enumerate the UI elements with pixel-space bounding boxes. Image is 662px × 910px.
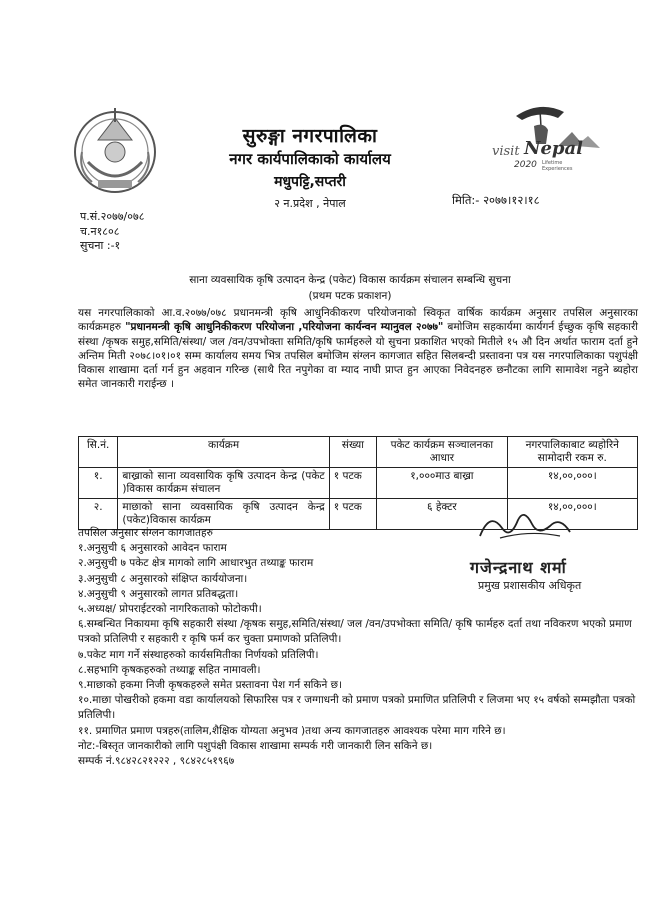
list-item: ९.माछाको हकमा निजी कृषकहरुले समेत प्रस्तावना पेश गर्न सकिने छ। xyxy=(78,679,342,692)
office-name: नगर कार्यपालिकाको कार्यालय xyxy=(229,150,391,168)
documents-heading: तपसिल अनुसार संग्लन कागजातहरु xyxy=(78,527,213,539)
ps-number: प.सं.२०७७/०७८ xyxy=(80,210,145,223)
signature-icon xyxy=(460,506,590,546)
cell-basis: ६ हेक्टर xyxy=(377,499,507,530)
col-header-count: संख्या xyxy=(329,437,377,468)
signatory-role: प्रमुख प्रशासकीय अधिकृत xyxy=(478,579,582,592)
col-header-program: कार्यक्रम xyxy=(118,437,329,468)
cell-sn: २. xyxy=(79,499,118,530)
cell-program: माछाको साना व्यवसायिक कृषि उत्पादन केन्द्र (पकेट)विकास कार्यक्रम xyxy=(118,499,329,530)
reference-block xyxy=(80,210,144,254)
cell-amount: १४,००,०००। xyxy=(507,499,637,530)
notice-subject xyxy=(100,272,600,304)
cell-program: बाख्राको साना व्यवसायिक कृषि उत्पादन केन्द्र (पकेट )विकास कार्यक्रम संचालन xyxy=(118,468,329,499)
table-row xyxy=(79,468,638,499)
list-item: ५.अध्यक्ष/ प्रोपराईटरको नागरिकताको फोटोकपी। xyxy=(78,603,262,616)
logo-visit-text: visit xyxy=(492,144,520,159)
notice-body xyxy=(78,306,638,392)
list-item: २.अनुसुची ७ पकेट क्षेत्र मागको लागि आधारभुत तथ्याङ्क फाराम xyxy=(78,557,314,570)
province-line: २ न.प्रदेश , नेपाल xyxy=(274,197,346,210)
list-item: ६.सम्बन्धित निकायमा कृषि सहकारी संस्था /कृषक समुह,समिति/संस्था/ जल /वन/उपभोक्ता समिति/ कृषि फार्महरु दर्ता तथा नविकरण भएको प्रमाण पत्रको प्रतिलिपी र सहकारी र कृषि फर्म कर चुक्ता प्रमाणको प्रतिलिपी। xyxy=(78,618,632,646)
table-header-row xyxy=(79,437,638,468)
contact-line: सम्पर्क नं.९८४२८२१२२२ , ९८४२८५१९६७ xyxy=(78,755,235,768)
logo-tagline-text: Lifetime Experiences xyxy=(542,160,573,172)
col-header-sn: सि.नं. xyxy=(79,437,118,468)
signatory-name: गजेन्द्रनाथ शर्मा xyxy=(470,558,567,577)
notice-number: सुचना :-१ xyxy=(80,239,121,252)
list-item: ३.अनुसुची ८ अनुसारको संक्षिप्त कार्ययोजना। xyxy=(78,572,248,585)
cell-basis: १,०००माउ बाख्रा xyxy=(377,468,507,499)
chalani-number: च.न१८०८ xyxy=(80,224,120,238)
list-item: ४.अनुसुची ९ अनुसारको लागत प्रतिबद्धता। xyxy=(78,587,239,600)
nepal-emblem-icon xyxy=(68,100,163,200)
logo-year-text: 2020 xyxy=(514,160,537,170)
subject-line: साना व्यवसायिक कृषि उत्पादन केन्द्र (पकेट) विकास कार्यक्रम संचालन सम्बन्धि सुचना xyxy=(189,274,511,286)
logo-nepal-text: Nepal xyxy=(524,138,583,159)
list-item: १०.माछा पोखरीको हकमा वडा कार्यालयको सिफारिस पत्र र जग्गाधनी को प्रमाण पत्रको प्रमाणित प्रतिलिपी र लिजमा भए १५ वर्षको सम्मझौता पत्रको प्रतिलिपी। xyxy=(78,694,636,722)
note-line: नोट:-बिस्तृत जानकारीको लागि पशुपंक्षी विकास शाखामा सम्पर्क गरी जानकारी लिन सकिने छ। xyxy=(78,739,433,752)
issue-date: मिति:- २०७७।१२।१८ xyxy=(452,193,540,207)
list-item: ८.सहभागि कृषकहरुको तथ्याङ्क सहित नामावली। xyxy=(78,663,261,676)
list-item: १.अनुसुची ६ अनुसारको आवेदन फाराम xyxy=(78,542,227,555)
cell-count: १ पटक xyxy=(329,499,377,530)
cell-amount: १४,००,०००। xyxy=(507,468,637,499)
col-header-basis: पकेट कार्यक्रम सञ्चालनका आधार xyxy=(377,437,507,468)
body-intro: यस नगरपालिकाको आ.व.२०७७/०७८ प्रधानमन्त्री कृषि आधुनिकीकरण परियोजनाको स्विकृत वार्षिक कार्यक्रम अनुसार तपसिल अनुसारका कार्यक्रमहरु xyxy=(78,307,638,334)
cell-count: १ पटक xyxy=(329,468,377,499)
list-item: ११. प्रमाणित प्रमाण पत्रहरु(तालिम,शैक्षिक योग्यता अनुभव )तथा अन्य कागजातहरु आवश्यक परेमा माग गरिने छ। xyxy=(78,724,506,737)
subject-publication: (प्रथम पटक प्रकाशन) xyxy=(308,290,392,302)
body-manual-title: "प्रधानमन्त्री कृषि आधुनिकीकरण परियोजना ,परियोजना कार्यन्वन म्यानुवल २०७७" xyxy=(125,321,444,334)
office-location: मधुपट्टि,सप्तरी xyxy=(274,174,346,190)
list-item: ७.पकेट माग गर्ने संस्थाहरुको कार्यसमितीका निर्णयको प्रतिलिपी। xyxy=(78,648,319,661)
cell-sn: १. xyxy=(79,468,118,499)
body-details: बमोजिम सहकार्यमा कार्यगर्न ईच्छुक कृषि सहकारी संस्था /कृषक समुह,समिति/संस्था/ जल /वन/उपभोक्ता समिति/कृषि फार्महरुले यो सुचना प्रकाशित भएको मितीले १५ औ दिन अर्थात फाराम दर्ता हुने अन्तिम मिती २०७८।०१।०१ सम्म कार्यालय समय भित्र तपसिल बमोजिम संग्लन कागजात सहित सिलबन्दी प्रस्तावना पत्र यस नगरपालिकाका पशुपंक्षी विकास शाखामा दर्ता गर्न हुन अहवान गरिन्छ (साथै रित नपुगेका वा म्याद नाघी प्राप्त हुन आएका निवेदनहरु छनौटका लागि सामावेश नहुने ब्यहोरा समेत जानकारी गराईन्छ । xyxy=(78,321,638,391)
col-header-amount: नगरपालिकाबाट ब्यहोरिने सामोदारी रकम रु. xyxy=(507,437,637,468)
visit-nepal-logo xyxy=(488,96,606,188)
municipality-title: सुरुङ्गा नगरपालिका xyxy=(242,125,378,147)
